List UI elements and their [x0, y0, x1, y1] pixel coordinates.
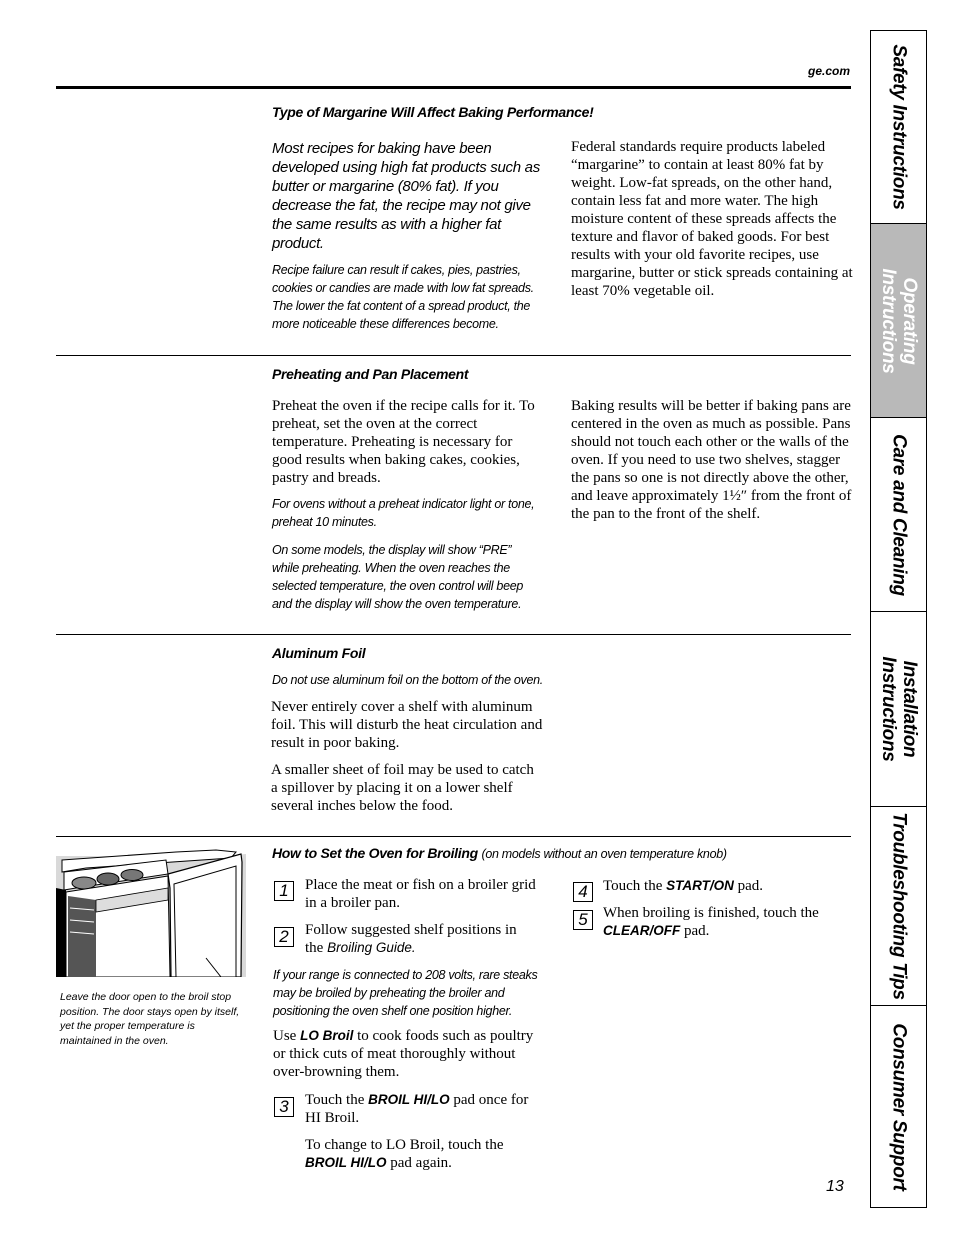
broil-heading-title: How to Set the Oven for Broiling: [272, 845, 478, 861]
tab-safety-instructions[interactable]: [871, 31, 926, 224]
tab-installation-instructions[interactable]: [871, 612, 926, 807]
broil-heading-subtitle: (on models without an oven temperature knob): [481, 847, 727, 861]
step-number-2: 2: [274, 927, 294, 947]
margarine-lead: Most recipes for baking have been developed using high fat products such as butter or margarine (80% fat). If you decrease the fat, the recipe may not give the same results as with a higher fat product.: [272, 140, 540, 252]
step-3-text: [305, 1091, 545, 1127]
tab-label: Operating Instructions: [877, 267, 920, 374]
lo-broil-keyword: LO Broil: [300, 1028, 354, 1043]
step-3b-pre: To change to LO Broil, touch the: [305, 1137, 504, 1153]
step-3-followup: [305, 1136, 545, 1172]
broil-hilo-pad-label: BROIL HI/LO: [305, 1155, 387, 1170]
foil-heading: Aluminum Foil: [272, 645, 366, 661]
foil-paragraph-2: A smaller sheet of foil may be used to catch a spillover by placing it on a lower shelf several inches below the food.: [271, 762, 534, 814]
broiling-guide-link: Broiling Guide.: [327, 940, 416, 955]
oven-door-illustration: [56, 848, 246, 977]
section-divider: [56, 836, 851, 837]
preheat-body: Preheat the oven if the recipe calls for it. To preheat, set the oven at the correct temperature. Preheating is necessary for good results when baking cakes, cookies, pastry and breads.: [272, 398, 535, 486]
preheat-note-2: On some models, the display will show “PRE” while preheating. When the oven reaches the selected temperature, the oven control will beep and the display will show the oven temperature.: [272, 543, 524, 611]
tab-label: Care and Cleaning: [888, 433, 909, 596]
top-rule: [56, 86, 851, 89]
illustration-caption: Leave the door open to the broil stop position. The door stays open by itself, yet the proper temperature is maintained in the oven.: [60, 991, 240, 1047]
step-number-1: 1: [274, 881, 294, 901]
preheat-right-text: Baking results will be better if baking pans are centered in the oven as much as possible. Pans should not touch each other or the walls of the oven. If you need to use two shelves, stagger the pans so one is not directly above the other, and leave approximately 1½″ from the front of the pan to the front of the shelf.: [571, 398, 852, 522]
tab-label: Consumer Support: [888, 1022, 909, 1191]
site-url: ge.com: [807, 64, 850, 78]
lo-broil-text: [273, 1027, 549, 1081]
clear-off-pad-label: CLEAR/OFF: [603, 923, 681, 938]
broil-heading: [272, 845, 727, 861]
lo-broil-post: to cook foods such as poultry or thick cuts of meat thoroughly without over-browning them.: [273, 1028, 534, 1080]
preheat-note-1: For ovens without a preheat indicator light or tone, preheat 10 minutes.: [272, 497, 535, 529]
margarine-right-text: Federal standards require products labeled “margarine” to contain at least 80% fat by weight. Low-fat spreads, on the other hand, contain less fat and more water. The high moisture content of these spreads affects the texture and flavor of baked goods. For best results with your old favorite recipes, use margarine, butter or stick spreads containing at least 70% vegetable oil.: [571, 139, 853, 299]
step-3-post: pad once for HI Broil.: [305, 1092, 529, 1126]
step-number-5: 5: [573, 910, 593, 930]
step-4-pre: Touch the: [603, 878, 663, 894]
section-divider: [56, 634, 851, 635]
section-tabs: [870, 30, 927, 1208]
page-number: 13: [826, 1178, 844, 1195]
preheat-heading: Preheating and Pan Placement: [272, 366, 469, 382]
step-2-pre: Follow suggested shelf positions in the: [305, 922, 517, 956]
tab-care-and-cleaning[interactable]: [871, 418, 926, 612]
foil-note: Do not use aluminum foil on the bottom of the oven.: [272, 673, 543, 687]
step-4-post: pad.: [737, 878, 764, 894]
step-5-post: pad.: [684, 923, 710, 939]
step-1-text: Place the meat or fish on a broiler grid in a broiler pan.: [305, 877, 536, 911]
tab-troubleshooting-tips[interactable]: [871, 807, 926, 1006]
tab-label: Installation Instructions: [877, 656, 920, 762]
step-5-pre: When broiling is finished, touch the: [603, 905, 819, 921]
step-number-4: 4: [573, 882, 593, 902]
step-3-pre: Touch the: [305, 1092, 365, 1108]
tab-label: Safety Instructions: [888, 44, 909, 210]
broil-hilo-pad-label: BROIL HI/LO: [368, 1092, 450, 1107]
step-4-text: [603, 877, 853, 895]
step-5-text: [603, 904, 853, 940]
tab-label: Troubleshooting Tips: [888, 812, 909, 1000]
voltage-note: If your range is connected to 208 volts, rare steaks may be broiled by preheating the broiler and positioning the oven shelf one position higher.: [273, 968, 538, 1018]
step-number-3: 3: [274, 1097, 294, 1117]
foil-paragraph-1: Never entirely cover a shelf with aluminum foil. This will disturb the heat circulation and result in poor baking.: [271, 699, 543, 751]
step-2-text: [305, 921, 537, 957]
margarine-note: Recipe failure can result if cakes, pies, pastries, cookies or candies are made with low fat spreads. The lower the fat content of a spread product, the more noticeable these differences become.: [272, 263, 534, 331]
margarine-heading: Type of Margarine Will Affect Baking Performance!: [272, 104, 594, 120]
start-on-pad-label: START/ON: [666, 878, 734, 893]
tab-operating-instructions[interactable]: [871, 224, 926, 418]
lo-broil-pre: Use: [273, 1028, 297, 1044]
section-divider: [56, 355, 851, 356]
step-3b-post: pad again.: [390, 1155, 452, 1171]
tab-consumer-support[interactable]: [871, 1006, 926, 1207]
